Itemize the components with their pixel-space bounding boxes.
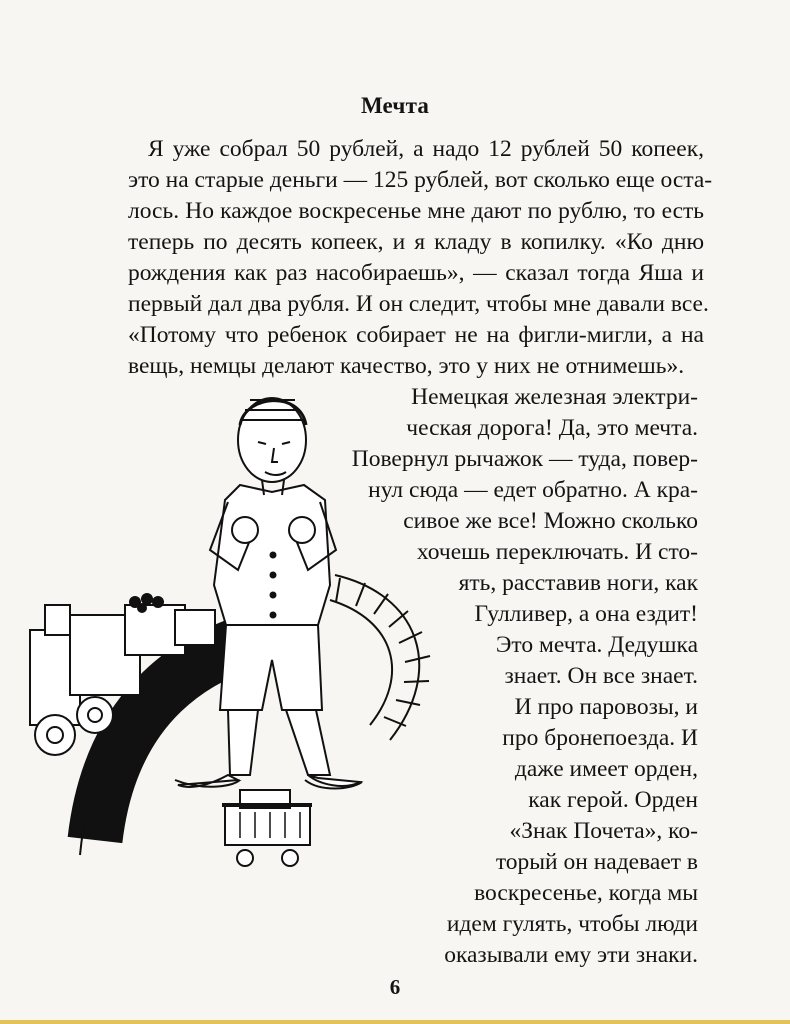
text-line: Гулливер, а она ездит!: [474, 601, 698, 627]
page-number: 6: [389, 975, 401, 999]
page-edge: [0, 1020, 790, 1024]
text-line: рождения как раз насобираешь», — сказал тогда Яша и: [128, 260, 704, 286]
text-line: даже имеет орден,: [514, 756, 698, 782]
text-line: Я уже собрал 50 рублей, а надо 12 рублей 50 копеек,: [148, 136, 704, 162]
text-line: Это мечта. Дедушка: [495, 632, 698, 658]
text-line: это на старые деньги — 125 рублей, вот сколько еще оста-: [128, 167, 713, 193]
text-line: нул сюда — едет обратно. А кра-: [368, 477, 698, 503]
text-line: сивое же все! Можно сколько: [403, 508, 698, 534]
chapter-title: Мечта: [360, 93, 430, 118]
text-line: воскресенье, когда мы: [474, 880, 698, 906]
text-line: ять, расставив ноги, как: [458, 570, 698, 596]
text-line: про бронепоезда. И: [502, 725, 698, 751]
text-line: оказывали ему эти знаки.: [444, 942, 698, 968]
text-line: вещь, немцы делают качество, это у них не отнимешь».: [128, 353, 685, 379]
text-line: первый дал два рубля. И он следит, чтобы мне давали все.: [128, 291, 709, 317]
text-line: торый он надевает в: [495, 849, 698, 875]
text-line: хочешь переключать. И сто-: [416, 539, 698, 565]
text-line: лось. Но каждое воскресенье мне дают по рублю, то есть: [128, 198, 704, 224]
text-line: как герой. Орден: [528, 787, 698, 813]
text-line: идем гулять, чтобы люди: [446, 911, 698, 937]
text-line: знает. Он все знает.: [504, 663, 698, 689]
text-line: Повернул рычажок — туда, повер-: [351, 446, 698, 472]
boy-with-toy-train-illustration: [0, 380, 470, 890]
text-line: теперь по десять копеек, и я кладу в копилку. «Ко дню: [128, 229, 704, 255]
text-line: ческая дорога! Да, это мечта.: [406, 415, 698, 441]
text-line: Немецкая железная электри-: [411, 384, 698, 410]
text-line: «Знак Почета», ко-: [509, 818, 698, 844]
text-line: «Потому что ребенок собирает не на фигли-мигли, а на: [128, 322, 704, 348]
text-line: И про паровозы, и: [514, 694, 698, 720]
